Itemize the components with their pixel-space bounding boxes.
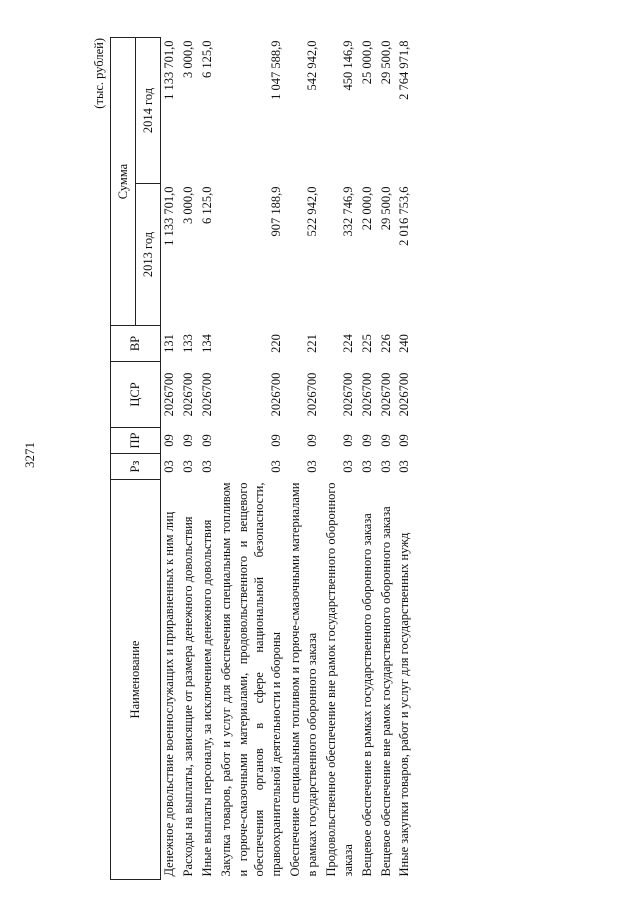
row-rz: 03 <box>359 460 374 473</box>
row-pr: 09 <box>397 434 412 447</box>
row-sum-2013: 332 746,9 <box>340 186 355 237</box>
row-sum-2013: 907 188,9 <box>269 186 284 237</box>
table-header <box>111 38 161 880</box>
row-sum-2014: 3 000,0 <box>180 40 195 78</box>
rotated-page <box>22 30 580 880</box>
row-csr: 2026700 <box>378 372 393 417</box>
row-csr: 2026700 <box>397 372 412 417</box>
row-sum-2014: 1 047 588,9 <box>269 40 284 100</box>
row-rz: 03 <box>180 460 195 473</box>
row-sum-2013: 6 125,0 <box>199 186 214 224</box>
table-row <box>180 38 199 880</box>
row-name: Продовольственное обеспечение вне рамок государственного оборонного заказа <box>323 482 355 877</box>
row-sum-2013: 2 016 753,6 <box>397 186 412 246</box>
row-name: Вещевое обеспечение в рамках государственного оборонного заказа <box>359 513 374 877</box>
row-vr: 133 <box>180 334 195 353</box>
table-row <box>359 38 378 880</box>
row-csr: 2026700 <box>340 372 355 417</box>
row-pr: 09 <box>199 434 214 447</box>
row-vr: 224 <box>340 334 355 353</box>
header-sum: Сумма <box>111 38 136 326</box>
row-sum-2014: 2 764 971,8 <box>397 40 412 100</box>
row-rz: 03 <box>269 460 284 473</box>
row-rz: 03 <box>378 460 393 473</box>
table-row <box>378 38 397 880</box>
row-sum-2013: 3 000,0 <box>180 186 195 224</box>
header-vr: ВР <box>111 326 161 362</box>
row-name: Обеспечение специальным топливом и горюче-смазочными материалами в рамках государственного оборонного заказа <box>288 482 319 877</box>
table-row <box>199 38 218 880</box>
row-sum-2014: 542 942,0 <box>305 40 319 91</box>
row-rz: 03 <box>162 460 176 473</box>
row-sum-2014: 29 500,0 <box>378 40 393 85</box>
table-row <box>323 38 359 880</box>
row-pr: 09 <box>269 434 284 447</box>
row-sum-2014: 1 133 701,0 <box>162 40 176 100</box>
row-name: Вещевое обеспечение вне рамок государственного оборонного заказа <box>378 506 393 877</box>
page-number: 3271 <box>22 442 37 468</box>
row-vr: 240 <box>397 334 412 353</box>
table-row <box>287 38 323 880</box>
row-name: Иные закупки товаров, работ и услуг для государственных нужд <box>397 532 412 877</box>
header-year-2014: 2014 год <box>136 38 161 184</box>
row-vr: 221 <box>305 334 319 353</box>
row-sum-2014: 6 125,0 <box>199 40 214 78</box>
row-rz: 03 <box>340 460 355 473</box>
row-csr: 2026700 <box>180 372 195 417</box>
row-pr: 09 <box>305 434 319 447</box>
row-csr: 2026700 <box>359 372 374 417</box>
header-csr: ЦСР <box>111 362 161 428</box>
row-name: Денежное довольствие военнослужащих и приравненных к ним лиц <box>162 511 176 877</box>
row-rz: 03 <box>397 460 412 473</box>
budget-table <box>110 37 415 880</box>
row-sum-2014: 25 000,0 <box>359 40 374 85</box>
row-sum-2013: 22 000,0 <box>359 186 374 231</box>
row-pr: 09 <box>162 434 176 447</box>
row-rz: 03 <box>199 460 214 473</box>
row-vr: 134 <box>199 334 214 353</box>
row-sum-2014: 450 146,9 <box>340 40 355 91</box>
row-sum-2013: 29 500,0 <box>378 186 393 231</box>
row-name: Иные выплаты персоналу, за исключением денежного довольствия <box>199 519 214 877</box>
row-name: Закупка товаров, работ и услуг для обеспечения специальным топливом и горюче-смазочными материалами, продовольственного и вещевого обеспечения органов в сфере национальной безопасности, правоохранительной деятельности и обороны <box>218 482 284 877</box>
row-sum-2013: 1 133 701,0 <box>162 186 176 246</box>
row-rz: 03 <box>305 460 319 473</box>
row-pr: 09 <box>180 434 195 447</box>
row-csr: 2026700 <box>305 372 319 417</box>
row-sum-2013: 522 942,0 <box>305 186 319 237</box>
row-vr: 131 <box>162 334 176 353</box>
header-name: Наименование <box>111 480 161 880</box>
table-row <box>218 38 288 880</box>
header-year-2013: 2013 год <box>136 184 161 326</box>
row-pr: 09 <box>359 434 374 447</box>
row-csr: 2026700 <box>269 372 284 417</box>
row-pr: 09 <box>340 434 355 447</box>
table-row <box>161 38 180 880</box>
row-vr: 220 <box>269 334 284 353</box>
table-row <box>396 38 415 880</box>
row-pr: 09 <box>378 434 393 447</box>
units-label: (тыс. рублей) <box>92 38 106 109</box>
row-vr: 225 <box>359 334 374 353</box>
row-csr: 2026700 <box>162 372 176 417</box>
header-pr: ПР <box>111 428 161 454</box>
row-name: Расходы на выплаты, зависящие от размера денежного довольствия <box>180 516 195 877</box>
row-vr: 226 <box>378 334 393 353</box>
row-csr: 2026700 <box>199 372 214 417</box>
header-rz: Рз <box>111 454 161 480</box>
